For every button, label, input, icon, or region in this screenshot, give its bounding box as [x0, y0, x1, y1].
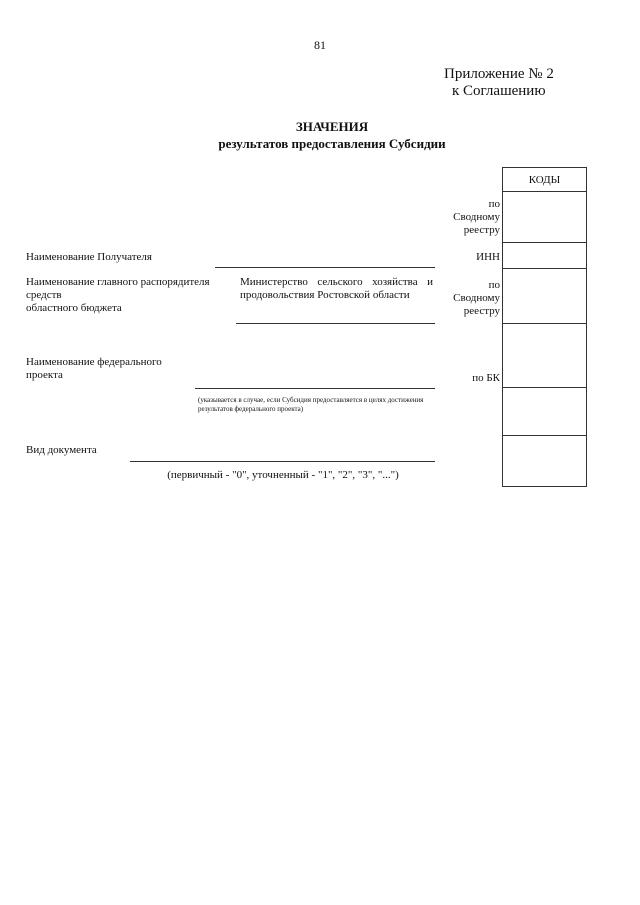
recipient-underline: [215, 267, 435, 268]
federal-project-underline: [195, 388, 435, 389]
federal-project-label-line1: Наименование федерального: [26, 356, 162, 368]
distributor-label-line3: областного бюджета: [26, 302, 122, 314]
document-title: [0, 118, 640, 152]
label-inn: ИНН: [476, 251, 500, 263]
code-cell-reg1[interactable]: [503, 192, 587, 243]
recipient-label: Наименование Получателя: [26, 251, 152, 263]
document-title-line1: ЗНАЧЕНИЯ: [295, 119, 369, 134]
code-cell-reg2[interactable]: [503, 269, 587, 324]
label-svodny-reestr-2: по Сводному реестру: [453, 279, 500, 317]
codes-table: [502, 167, 587, 487]
label-po-bk: по БК: [472, 372, 500, 384]
distributor-underline: [236, 323, 435, 324]
federal-project-label-line2: проекта: [26, 369, 63, 381]
label-svodny-reestr-1: по Сводному реестру: [453, 198, 500, 236]
distributor-value[interactable]: Министерство сельского хозяйства и продовольствия Ростовской области: [240, 276, 433, 301]
distributor-label-line1: Наименование главного распорядителя: [26, 276, 210, 288]
federal-project-label: [26, 356, 162, 382]
doc-type-note: (первичный - "0", уточненный - "1", "2", "3", "..."): [167, 469, 399, 481]
document-title-line2: результатов предоставления Субсидии: [218, 136, 446, 151]
code-cell-inn[interactable]: [503, 243, 587, 269]
codes-header: КОДЫ: [503, 168, 587, 192]
federal-project-note: (указывается в случае, если Субсидия предоставляется в целях достижения результатов федерального проекта): [198, 396, 424, 413]
code-cell-bk-top[interactable]: [503, 324, 587, 388]
page-number: 81: [314, 38, 326, 52]
doc-type-underline: [130, 461, 435, 462]
code-cell-bk-bottom[interactable]: [503, 388, 587, 436]
distributor-label: [26, 276, 231, 315]
doc-type-label: Вид документа: [26, 444, 97, 456]
annex-title: Приложение № 2: [444, 66, 554, 82]
annex-subtitle: к Соглашению: [452, 83, 546, 99]
distributor-label-line2: средств: [26, 289, 62, 301]
